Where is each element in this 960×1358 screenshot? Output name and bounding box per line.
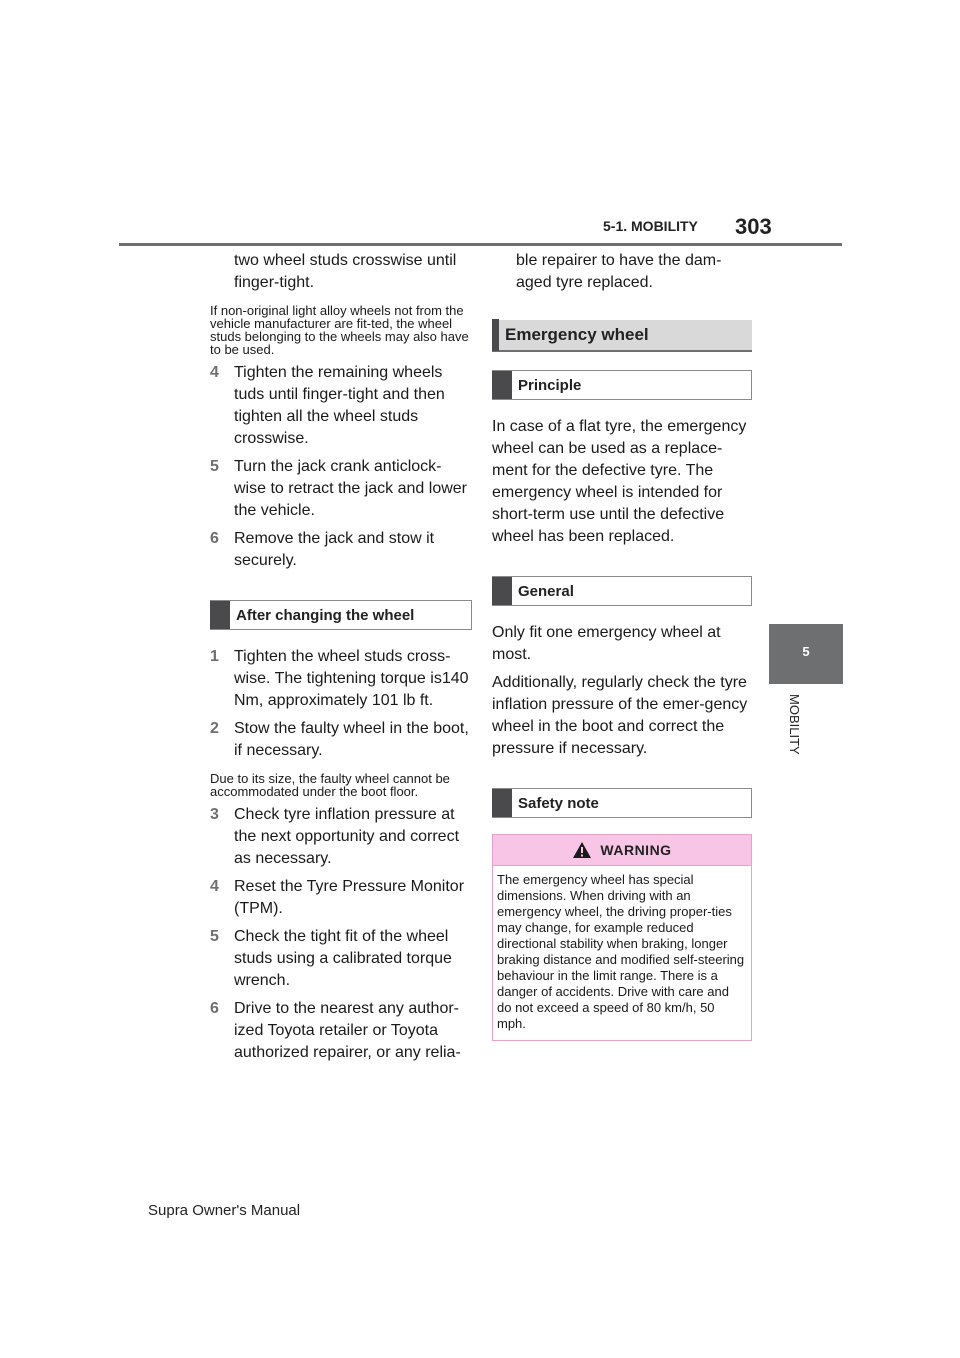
note: Due to its size, the faulty wheel cannot be accommodated under the boot floor. bbox=[210, 771, 450, 799]
step-text: Remove the jack and stow it securely. bbox=[234, 530, 435, 569]
warning-label: WARNING bbox=[600, 842, 672, 858]
note: If non-original light alloy wheels not from the vehicle manufacturer are fit-ted, the wheel studs belonging to the wheels may also have to be used. bbox=[210, 303, 469, 357]
right-column bbox=[492, 250, 752, 1041]
left-column bbox=[210, 250, 472, 1070]
step-text: Tighten the remaining wheels tuds until finger-tight and then tighten all the wheel studs crosswise. bbox=[234, 364, 445, 447]
step-number: 5 bbox=[210, 458, 219, 475]
step-item bbox=[210, 646, 472, 712]
steps-list bbox=[210, 362, 472, 572]
footer-text: Supra Owner's Manual bbox=[148, 1202, 301, 1219]
continued-text: ble repairer to have the dam-aged tyre replaced. bbox=[516, 252, 722, 291]
step-number: 2 bbox=[210, 720, 219, 737]
emergency-wheel-heading bbox=[492, 320, 752, 352]
step-number: 3 bbox=[210, 806, 219, 823]
step-number: 5 bbox=[210, 928, 219, 945]
section-label: 5-1. MOBILITY bbox=[603, 218, 698, 234]
header-rule bbox=[119, 243, 842, 246]
step-text: Check tyre inflation pressure at the next opportunity and correct as necessary. bbox=[234, 806, 460, 867]
step-text: Turn the jack crank anticlock-wise to retract the jack and lower the vehicle. bbox=[234, 458, 467, 519]
step-item bbox=[210, 926, 472, 992]
step-item bbox=[210, 804, 472, 870]
warning-header bbox=[493, 835, 751, 866]
step-text: Drive to the nearest any author-ized Toyota retailer or Toyota authorized repairer, or any relia- bbox=[234, 1000, 461, 1061]
safety-note-heading bbox=[492, 788, 752, 818]
chapter-title bbox=[786, 694, 806, 774]
continued-text: two wheel studs crosswise until finger-tight. bbox=[234, 252, 457, 291]
heading-bar bbox=[492, 371, 512, 399]
heading-label: General bbox=[518, 582, 574, 600]
general-text: Only fit one emergency wheel at most. bbox=[492, 624, 721, 663]
step-number: 1 bbox=[210, 648, 219, 665]
step-text: Tighten the wheel studs cross-wise. The tightening torque is140 Nm, approximately 101 lb ft. bbox=[234, 648, 469, 709]
heading-label: Safety note bbox=[518, 794, 599, 812]
warning-triangle-icon bbox=[572, 841, 592, 859]
heading-bar bbox=[492, 577, 512, 605]
step-item bbox=[210, 456, 472, 522]
step-item bbox=[210, 876, 472, 920]
principle-text: In case of a flat tyre, the emergency wheel can be used as a replace-ment for the defective tyre. The emergency wheel is intended for short-term use until the defective wheel has been replaced. bbox=[492, 418, 747, 545]
warning-text: The emergency wheel has special dimensions. When driving with an emergency wheel, the driving proper-ties may change, for example reduced directional stability when braking, longer braking distance and modified self-steering behaviour in the limit range. There is a danger of accidents. Drive with care and do not exceed a speed of 80 km/h, 50 mph. bbox=[497, 872, 745, 1031]
steps-list bbox=[210, 646, 472, 762]
step-text: Check the tight fit of the wheel studs using a calibrated torque wrench. bbox=[234, 928, 452, 989]
heading-label: After changing the wheel bbox=[236, 606, 415, 624]
heading-bar bbox=[210, 601, 230, 629]
step-item bbox=[210, 998, 472, 1064]
page-number: 303 bbox=[735, 214, 772, 239]
warning-box bbox=[492, 834, 752, 1041]
heading-bar bbox=[492, 789, 512, 817]
step-item bbox=[210, 718, 472, 762]
chapter-title-text: MOBILITY bbox=[787, 694, 802, 755]
step-number: 6 bbox=[210, 530, 219, 547]
general-heading bbox=[492, 576, 752, 606]
step-number: 4 bbox=[210, 364, 219, 381]
step-number: 6 bbox=[210, 1000, 219, 1017]
chapter-number: 5 bbox=[802, 644, 810, 659]
step-text: Stow the faulty wheel in the boot, if necessary. bbox=[234, 720, 469, 759]
heading-label: Principle bbox=[518, 376, 582, 394]
after-changing-heading bbox=[210, 600, 472, 630]
step-item bbox=[210, 362, 472, 450]
step-text: Reset the Tyre Pressure Monitor (TPM). bbox=[234, 878, 465, 917]
heading-label: Emergency wheel bbox=[505, 325, 649, 344]
general-text: Additionally, regularly check the tyre inflation pressure of the emer-gency wheel in the boot and correct the pressure if necessary. bbox=[492, 674, 748, 757]
heading-bar bbox=[492, 319, 499, 351]
step-item bbox=[210, 528, 472, 572]
step-number: 4 bbox=[210, 878, 219, 895]
steps-list bbox=[210, 804, 472, 1064]
principle-heading bbox=[492, 370, 752, 400]
